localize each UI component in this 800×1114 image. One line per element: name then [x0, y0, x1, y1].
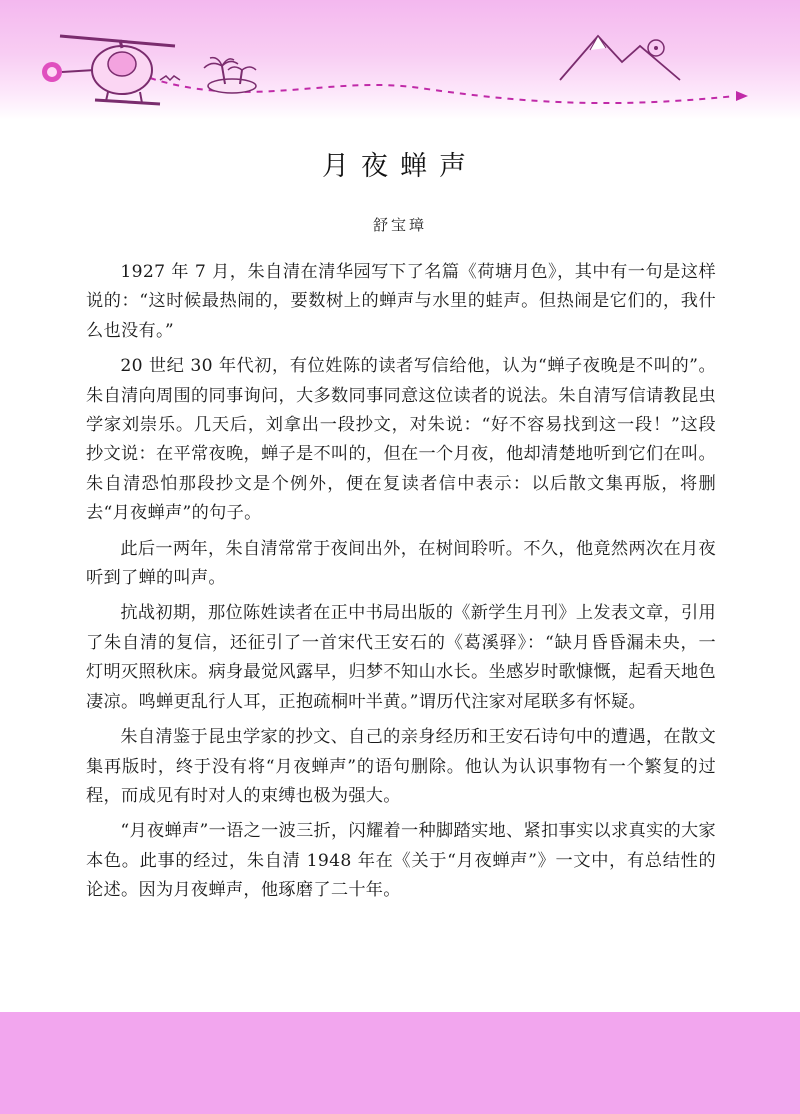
paragraph: 20 世纪 30 年代初，有位姓陈的读者写信给他，认为“蝉子夜晚是不叫的”。朱自清向周围的同事询问，大多数同事同意这位读者的说法。朱自清写信请教昆虫学家刘崇乐。几天后，刘拿出一段抄文，对朱说：“好不容易找到这一段！”这段抄文说：在平常夜晚，蝉子是不叫的，但在一个月夜，他却清楚地听到它们在叫。朱自清恐怕那段抄文是个例外，便在复读者信中表示：以后散文集再版，将删去“月夜蝉声”的句子。 — [86, 356, 716, 524]
header-illustration — [0, 0, 800, 120]
sun-icon — [648, 40, 664, 56]
bird-icon — [160, 76, 180, 80]
header-decoration — [0, 0, 800, 120]
helicopter-icon — [42, 36, 175, 104]
article-author: 舒宝璋 — [372, 216, 427, 234]
article-body — [86, 258, 716, 912]
paragraph: 此后一两年，朱自清常常于夜间出外，在树间聆听。不久，他竟然两次在月夜听到了蝉的叫声。 — [86, 538, 716, 589]
paragraph: “月夜蝉声”一语之一波三折，闪耀着一种脚踏实地、紧扣事实以求真实的大家本色。此事的经过，朱自清 1948 年在《关于“月夜蝉声”》一文中，有总结性的论述。因为月夜蝉声，他琢磨了二十年。 — [86, 821, 716, 901]
paragraph: 朱自清鉴于昆虫学家的抄文、自己的亲身经历和王安石诗句中的遭遇，在散文集再版时，终于没有将“月夜蝉声”的语句删除。他认为认识事物有一个繁复的过程，而成见有时对人的束缚也极为强大。 — [86, 727, 716, 806]
arrow-head-icon — [736, 91, 748, 101]
palm-island-icon — [204, 58, 256, 93]
paragraph: 抗战初期，那位陈姓读者在正中书局出版的《新学生月刊》上发表文章，引用了朱自清的复信，还征引了一首宋代王安石的《葛溪驿》：“缺月昏昏漏未央，一灯明灭照秋床。病身最觉风露早，归梦不知山水长。坐感岁时歌慷慨，起看天地色凄凉。鸣蝉更乱行人耳，正抱疏桐叶半黄。”谓历代注家对尾联多有怀疑。 — [86, 603, 716, 712]
footer-decoration — [0, 1012, 800, 1114]
paragraph: 1927 年 7 月，朱自清在清华园写下了名篇《荷塘月色》，其中有一句是这样说的：“这时候最热闹的，要数树上的蝉声与水里的蛙声。但热闹是它们的，我什么也没有。” — [86, 262, 716, 341]
article-title: 月夜蝉声 — [322, 151, 478, 182]
